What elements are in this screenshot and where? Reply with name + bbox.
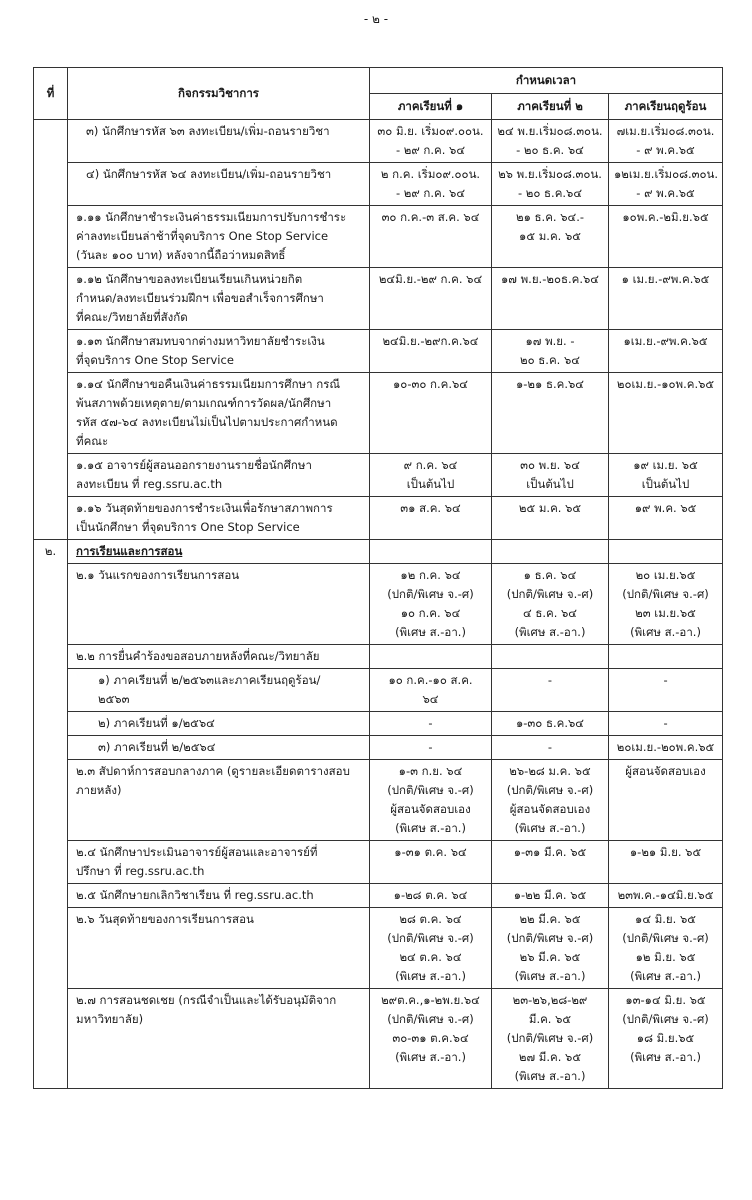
number-cell: [34, 989, 68, 1089]
activity-cell-line: ๔) นักศึกษารหัส ๖๔ ลงทะเบียน/เพิ่ม-ถอนรายวิชา: [86, 167, 332, 181]
activity-cell-line: รหัส ๕๗-๖๔ ลงทะเบียนไม่เป็นไปตามประกาศกำหนด: [76, 415, 338, 429]
sem2-cell: [492, 120, 609, 163]
sem1-cell: [370, 669, 492, 712]
sem2-cell: [492, 373, 609, 454]
sem1-cell: [370, 120, 492, 163]
summer-cell: [609, 206, 723, 268]
sem1-cell: [370, 268, 492, 330]
sem2-cell-line: -: [547, 740, 553, 754]
summer-cell-line: (ปกติ/พิเศษ จ.-ศ): [622, 1012, 709, 1026]
sem1-cell-line: (ปกติ/พิเศษ จ.-ศ): [387, 783, 474, 797]
sem2-cell: [492, 330, 609, 373]
summer-cell-line: ๑๓-๑๔ มิ.ย. ๖๕: [625, 993, 706, 1007]
number-cell: [34, 497, 68, 540]
sem2-cell-line: มี.ค. ๖๕: [528, 1012, 572, 1026]
sem2-cell: [492, 564, 609, 645]
activity-cell: [68, 330, 370, 373]
sec2-row: [34, 841, 723, 884]
sem2-cell-line: (ปกติ/พิเศษ จ.-ศ): [506, 783, 594, 797]
sem2-cell-line: ๒๖ มี.ค. ๖๕: [519, 950, 581, 964]
activity-cell-line: ๑.๑๖ วันสุดท้ายของการชำระเงินเพื่อรักษาสภาพการ: [76, 501, 333, 515]
activity-cell-line: ที่คณะ/วิทยาลัยที่สังกัด: [76, 310, 188, 324]
summer-cell: [609, 669, 723, 712]
sem1-cell: [370, 884, 492, 908]
sem2-cell-line: ๔ ธ.ค. ๖๔: [522, 606, 578, 620]
activity-cell: [68, 163, 370, 206]
empty-cell: [492, 540, 609, 564]
sem1-cell-line: [375, 647, 486, 666]
sec1-row: [34, 120, 723, 163]
sem1-cell-line: -: [428, 740, 433, 754]
summer-cell-line: ๑๔ มิ.ย. ๖๕: [635, 912, 696, 926]
sem2-cell: [492, 908, 609, 989]
number-cell: [34, 760, 68, 841]
sem2-cell-line: ๒๗ มี.ค. ๖๕: [518, 1050, 582, 1064]
activity-cell: [68, 841, 370, 884]
number-cell: [34, 908, 68, 989]
sem1-cell-line: ๑-๓ ก.ย. ๖๔: [398, 764, 463, 778]
sem1-cell: [370, 841, 492, 884]
sem2-cell-line: ๒๔ พ.ย.เริ่ม๐๘.๓๐น.: [497, 124, 603, 138]
sem1-cell-line: -: [428, 716, 433, 730]
sem1-cell: [370, 454, 492, 497]
activity-cell-line: ๒.๖ วันสุดท้ายของการเรียนการสอน: [76, 912, 254, 926]
sec1-row: [34, 454, 723, 497]
sem2-cell-line: [497, 647, 603, 666]
activity-cell-line: (วันละ ๑๐๐ บาท) หลังจากนี้ถือว่าหมดสิทธิ์: [76, 248, 286, 262]
sem2-cell: [492, 884, 609, 908]
sem2-cell-line: (พิเศษ ส.-อา.): [514, 1069, 586, 1083]
sem2-cell: [492, 206, 609, 268]
summer-cell-line: ๒๐ เม.ย.๖๕: [635, 568, 696, 582]
sem2-cell-line: ๒๓-๒๖,๒๘-๒๙: [512, 993, 588, 1007]
activity-cell-line: ๑.๑๔ นักศึกษาขอคืนเงินค่าธรรมเนียมการศึกษา กรณี: [76, 377, 341, 391]
sem1-cell: [370, 564, 492, 645]
sem1-cell-line: ๑-๓๑ ต.ค. ๖๔: [394, 845, 467, 859]
summer-cell-line: ๑๒ มิ.ย. ๖๕: [635, 950, 696, 964]
header-period: กำหนดเวลา: [370, 68, 723, 94]
sem2-cell-line: -: [547, 673, 553, 687]
number-cell: [34, 120, 68, 163]
number-cell: [34, 884, 68, 908]
sec1-row: [34, 163, 723, 206]
sem1-cell-line: เป็นต้นไป: [406, 477, 455, 491]
summer-cell-line: ผู้สอนจัดสอบเอง: [625, 764, 706, 778]
sem1-cell-line: ๒๔ ต.ค. ๖๔: [399, 950, 462, 964]
sem1-cell-line: ๒ ก.ค. เริ่ม๐๙.๐๐น.: [380, 167, 481, 181]
sem1-cell-line: (ปกติ/พิเศษ จ.-ศ): [387, 587, 474, 601]
sem2-cell-line: ๑-๓๐ ธ.ค.๖๔: [515, 716, 584, 730]
activity-cell-line: มหาวิทยาลัย): [76, 1012, 144, 1026]
activity-cell-line: ๒.๑ วันแรกของการเรียนการสอน: [76, 568, 240, 582]
sem1-cell-line: ๑๐-๓๐ ก.ค.๖๔: [393, 377, 468, 391]
sem2-cell-line: (ปกติ/พิเศษ จ.-ศ): [506, 931, 594, 945]
header-summer: ภาคเรียนฤดูร้อน: [609, 94, 723, 120]
sem1-cell-line: ๓๑ ส.ค. ๖๔: [400, 501, 461, 515]
number-cell: [34, 669, 68, 712]
summer-cell-line: -: [663, 716, 668, 730]
activity-cell: [68, 497, 370, 540]
empty-cell: [609, 540, 723, 564]
summer-cell: [609, 268, 723, 330]
summer-cell-line: ๒๐เม.ย.-๑๐พ.ค.๖๕: [616, 377, 715, 391]
number-cell: [34, 330, 68, 373]
sem1-cell-line: (พิเศษ ส.-อา.): [395, 969, 466, 983]
sem1-cell-line: ๓๐-๓๑ ต.ค.๖๔: [392, 1031, 469, 1045]
activity-cell-line: ๑.๑๕ อาจารย์ผู้สอนออกรายงานรายชื่อนักศึกษา: [76, 458, 312, 472]
page-number: - ๒ -: [363, 12, 389, 26]
summer-cell-line: ๑-๒๑ มิ.ย. ๖๕: [629, 845, 702, 859]
summer-cell-line: ๒๐เม.ย.-๒๐พ.ค.๖๕: [616, 740, 715, 754]
summer-cell-line: (พิเศษ ส.-อา.): [630, 625, 701, 639]
sec2-row: [34, 989, 723, 1089]
activity-cell: [68, 120, 370, 163]
summer-cell: [609, 712, 723, 736]
sem2-cell: [492, 163, 609, 206]
activity-cell-line: ๓) นักศึกษารหัส ๖๓ ลงทะเบียน/เพิ่ม-ถอนรายวิชา: [86, 124, 330, 138]
sem1-cell-line: (พิเศษ ส.-อา.): [395, 625, 466, 639]
summer-cell: [609, 989, 723, 1089]
activity-cell: [68, 268, 370, 330]
sem1-cell: [370, 645, 492, 669]
sec2-row: [34, 736, 723, 760]
sem2-cell-line: (พิเศษ ส.-อา.): [514, 969, 586, 983]
sem1-cell-line: ๓๐ มิ.ย. เริ่ม๐๙.๐๐น.: [377, 124, 484, 138]
summer-cell: [609, 454, 723, 497]
sem2-cell-line: ๒๕ ม.ค. ๖๕: [518, 501, 582, 515]
summer-cell-line: [614, 647, 717, 666]
number-cell: [34, 163, 68, 206]
sem2-cell: [492, 268, 609, 330]
activity-cell-line: ๓) ภาคเรียนที่ ๒/๒๕๖๔: [98, 740, 216, 754]
sem1-cell-line: ๒๘ ต.ค. ๖๔: [399, 912, 462, 926]
summer-cell-line: ๒๓พ.ค.-๑๔มิ.ย.๖๕: [617, 888, 714, 902]
section2-title-row: [34, 540, 723, 564]
summer-cell: [609, 908, 723, 989]
number-cell: [34, 268, 68, 330]
activity-cell-line: ๒.๒ การยื่นคำร้องขอสอบภายหลังที่คณะ/วิทยาลัย: [76, 649, 320, 663]
sec1-row: [34, 268, 723, 330]
sem1-cell: [370, 330, 492, 373]
sem2-cell-line: ๑๗ พ.ย.-๒๐ธ.ค.๖๔: [500, 272, 599, 286]
sem2-cell-line: ๒๑ ธ.ค. ๖๔.-: [515, 210, 585, 224]
number-cell: [34, 712, 68, 736]
activity-cell-line: ปรึกษา ที่ reg.ssru.ac.th: [76, 864, 205, 878]
summer-cell-line: - ๙ พ.ค.๖๕: [636, 186, 695, 200]
sem2-cell: [492, 989, 609, 1089]
number-cell: [34, 736, 68, 760]
sem1-cell-line: ๒๙ต.ค.,๑-๒พ.ย.๖๔: [381, 993, 480, 1007]
sem1-cell-line: ๑๐ ก.ค.-๑๐ ส.ค.: [388, 673, 473, 687]
sem1-cell-line: ๒๔มิ.ย.-๒๙ก.ค.๖๔: [382, 334, 479, 348]
sem2-cell-line: เป็นต้นไป: [526, 477, 574, 491]
section1-body: [34, 120, 723, 540]
sem1-cell-line: - ๒๙ ก.ค. ๖๔: [395, 186, 466, 200]
sem2-cell: [492, 454, 609, 497]
sem2-cell: [492, 669, 609, 712]
sem1-cell: [370, 497, 492, 540]
sem1-cell-line: (ปกติ/พิเศษ จ.-ศ): [387, 1012, 474, 1026]
sec2-row: [34, 760, 723, 841]
sec2-row: [34, 908, 723, 989]
sem1-cell-line: ๑-๒๘ ต.ค. ๖๔: [393, 888, 468, 902]
activity-cell: [68, 373, 370, 454]
summer-cell-line: ๑๙ เม.ย. ๖๕: [633, 458, 698, 472]
activity-cell: [68, 645, 370, 669]
activity-cell-line: ๒) ภาคเรียนที่ ๑/๒๕๖๔: [98, 716, 215, 730]
summer-cell: [609, 163, 723, 206]
sem2-cell-line: ๑-๒๒ มี.ค. ๖๕: [513, 888, 587, 902]
activity-cell-line: ๒.๕ นักศึกษายกเลิกวิชาเรียน ที่ reg.ssru.ac.th: [76, 888, 314, 902]
number-cell: [34, 454, 68, 497]
activity-cell-line: ลงทะเบียน ที่ reg.ssru.ac.th: [76, 477, 223, 491]
sem2-cell-line: (พิเศษ ส.-อา.): [514, 625, 586, 639]
section2-body: [34, 540, 723, 1089]
sem1-cell-line: ผู้สอนจัดสอบเอง: [390, 802, 471, 816]
sem1-cell: [370, 989, 492, 1089]
activity-cell-line: ๑.๑๒ นักศึกษาขอลงทะเบียนเรียนเกินหน่วยกิต: [76, 272, 303, 286]
activity-cell-line: พ้นสภาพด้วยเหตุตาย/ตามเกณฑ์การวัดผล/นักศึกษา: [76, 396, 332, 410]
section2-number: ๒.: [34, 540, 68, 564]
sem1-cell-line: ๙ ก.ค. ๖๔: [403, 458, 458, 472]
number-cell: [34, 645, 68, 669]
sem2-cell-line: ๒๖-๒๘ ม.ค. ๖๕: [509, 764, 591, 778]
sem1-cell-line: ๑๒ ก.ค. ๖๔: [400, 568, 461, 582]
sem2-cell-line: - ๒๐ ธ.ค. ๖๔: [516, 143, 584, 157]
sem2-cell: [492, 760, 609, 841]
sem2-cell-line: (ปกติ/พิเศษ จ.-ศ): [506, 587, 594, 601]
activity-cell-line: กำหนด/ลงทะเบียนร่วมฝึกฯ เพื่อขอสำเร็จการศึกษา: [76, 291, 324, 305]
sem2-cell-line: (ปกติ/พิเศษ จ.-ศ): [506, 1031, 594, 1045]
summer-cell-line: ๑เม.ย.-๙พ.ค.๖๕: [623, 334, 708, 348]
sem1-cell-line: ๖๔: [422, 692, 439, 706]
sem2-cell: [492, 841, 609, 884]
summer-cell-line: ๑๙ พ.ค. ๖๕: [634, 501, 697, 515]
summer-cell-line: (ปกติ/พิเศษ จ.-ศ): [622, 587, 709, 601]
activity-cell: [68, 736, 370, 760]
activity-cell: [68, 884, 370, 908]
header-activity: กิจกรรมวิชาการ: [68, 68, 370, 120]
activity-cell: [68, 206, 370, 268]
summer-cell: [609, 645, 723, 669]
summer-cell-line: ๑ เม.ย.-๙พ.ค.๖๕: [621, 272, 710, 286]
activity-cell-line: ที่จุดบริการ One Stop Service: [76, 353, 234, 367]
sem1-cell-line: (พิเศษ ส.-อา.): [395, 821, 466, 835]
summer-cell: [609, 760, 723, 841]
sem2-cell-line: - ๒๐ ธ.ค.๖๔: [517, 186, 583, 200]
number-cell: [34, 373, 68, 454]
activity-cell-line: ๒.๗ การสอนชดเชย (กรณีจำเป็นและได้รับอนุมัติจาก: [76, 993, 337, 1007]
activity-cell: [68, 760, 370, 841]
sem1-cell: [370, 736, 492, 760]
sem1-cell: [370, 760, 492, 841]
activity-cell-line: ค่าลงทะเบียนล่าช้าที่จุดบริการ One Stop Service: [76, 229, 329, 243]
number-cell: [34, 564, 68, 645]
sec1-row: [34, 330, 723, 373]
sem1-cell: [370, 908, 492, 989]
activity-cell-line: ภายหลัง): [76, 783, 122, 797]
number-cell: [34, 206, 68, 268]
activity-cell-line: ๒.๔ นักศึกษาประเมินอาจารย์ผู้สอนและอาจารย์ที่: [76, 845, 318, 859]
sem1-cell-line: ๑๐ ก.ค. ๖๔: [400, 606, 461, 620]
sem2-cell-line: ๑-๓๑ มี.ค. ๖๕: [513, 845, 587, 859]
summer-cell-line: (ปกติ/พิเศษ จ.-ศ): [622, 931, 709, 945]
summer-cell-line: ๗เม.ย.เริ่ม๐๘.๓๐น.: [616, 124, 715, 138]
activity-cell-line: เป็นนักศึกษา ที่จุดบริการ One Stop Service: [76, 520, 300, 534]
summer-cell: [609, 497, 723, 540]
sem2-cell-line: (พิเศษ ส.-อา.): [514, 821, 586, 835]
sem2-cell-line: ๒๖ พ.ย.เริ่ม๐๘.๓๐น.: [498, 167, 602, 181]
sem2-cell-line: ๑-๒๑ ธ.ค.๖๔: [515, 377, 584, 391]
activity-cell-line: ๒๕๖๓: [98, 692, 130, 706]
sem2-cell: [492, 645, 609, 669]
summer-cell-line: -: [663, 673, 668, 687]
sem2-cell-line: ๑๕ ม.ค. ๖๕: [519, 229, 581, 243]
section2-title-cell: [68, 540, 370, 564]
header-sem2: ภาคเรียนที่ ๒: [492, 94, 609, 120]
sec2-row: [34, 712, 723, 736]
activity-cell-line: ๑) ภาคเรียนที่ ๒/๒๕๖๓และภาคเรียนฤดูร้อน/: [98, 673, 321, 687]
sem2-cell-line: ๓๐ พ.ย. ๖๔: [520, 458, 580, 472]
summer-cell-line: (พิเศษ ส.-อา.): [630, 1050, 701, 1064]
sem1-cell: [370, 163, 492, 206]
sem1-cell-line: (พิเศษ ส.-อา.): [395, 1050, 466, 1064]
sec1-row: [34, 206, 723, 268]
sem1-cell: [370, 373, 492, 454]
activity-cell: [68, 712, 370, 736]
activity-cell-line: ที่คณะ: [76, 434, 109, 448]
sec2-row: [34, 884, 723, 908]
summer-cell: [609, 884, 723, 908]
activity-cell: [68, 564, 370, 645]
number-cell: [34, 841, 68, 884]
summer-cell: [609, 373, 723, 454]
sem2-cell-line: ผู้สอนจัดสอบเอง: [509, 802, 591, 816]
summer-cell-line: ๒๓ เม.ย.๖๕: [635, 606, 696, 620]
sem2-cell-line: ๑๗ พ.ย. -: [525, 334, 575, 348]
sec2-row: [34, 645, 723, 669]
summer-cell: [609, 120, 723, 163]
activity-cell-line: ๑.๑๑ นักศึกษาชำระเงินค่าธรรมเนียมการปรับการชำระ: [76, 210, 347, 224]
sem2-cell: [492, 736, 609, 760]
sec2-row: [34, 669, 723, 712]
sem1-cell-line: - ๒๙ ก.ค. ๖๔: [395, 143, 466, 157]
summer-cell: [609, 330, 723, 373]
sem2-cell-line: ๒๐ ธ.ค. ๖๔: [520, 353, 580, 367]
sem1-cell-line: ๒๔มิ.ย.-๒๙ ก.ค. ๖๔: [378, 272, 483, 286]
sem2-cell-line: ๒๒ มี.ค. ๖๕: [519, 912, 581, 926]
sec1-row: [34, 497, 723, 540]
sec1-row: [34, 373, 723, 454]
sec2-row: [34, 564, 723, 645]
sem2-cell-line: ๑ ธ.ค. ๖๔: [523, 568, 577, 582]
activity-cell: [68, 669, 370, 712]
header-sem1: ภาคเรียนที่ ๑: [370, 94, 492, 120]
summer-cell-line: (พิเศษ ส.-อา.): [630, 969, 701, 983]
summer-cell-line: ๑๒เม.ย.เริ่ม๐๘.๓๐น.: [614, 167, 719, 181]
header-no: ที่: [34, 68, 68, 120]
summer-cell-line: เป็นต้นไป: [641, 477, 690, 491]
activity-cell: [68, 454, 370, 497]
sem1-cell-line: ๓๐ ก.ค.-๓ ส.ค. ๖๔: [381, 210, 480, 224]
sem1-cell-line: (ปกติ/พิเศษ จ.-ศ): [387, 931, 474, 945]
sem2-cell: [492, 712, 609, 736]
sem1-cell: [370, 206, 492, 268]
academic-calendar-table: [33, 67, 723, 1089]
sem2-cell: [492, 497, 609, 540]
activity-cell-line: ๒.๓ สัปดาห์การสอบกลางภาค (ดูรายละเอียดตารางสอบ: [76, 764, 350, 778]
empty-cell: [370, 540, 492, 564]
activity-cell: [68, 908, 370, 989]
sem1-cell: [370, 712, 492, 736]
summer-cell: [609, 564, 723, 645]
summer-cell: [609, 841, 723, 884]
activity-cell: [68, 989, 370, 1089]
summer-cell-line: ๑๐พ.ค.-๒มิ.ย.๖๕: [622, 210, 709, 224]
summer-cell: [609, 736, 723, 760]
summer-cell-line: - ๙ พ.ค.๖๕: [636, 143, 695, 157]
summer-cell-line: ๑๘ มิ.ย.๖๕: [636, 1031, 695, 1045]
activity-cell-line: ๑.๑๓ นักศึกษาสมทบจากต่างมหาวิทยาลัยชำระเงิน: [76, 334, 325, 348]
section2-title: การเรียนและการสอน: [76, 544, 183, 558]
